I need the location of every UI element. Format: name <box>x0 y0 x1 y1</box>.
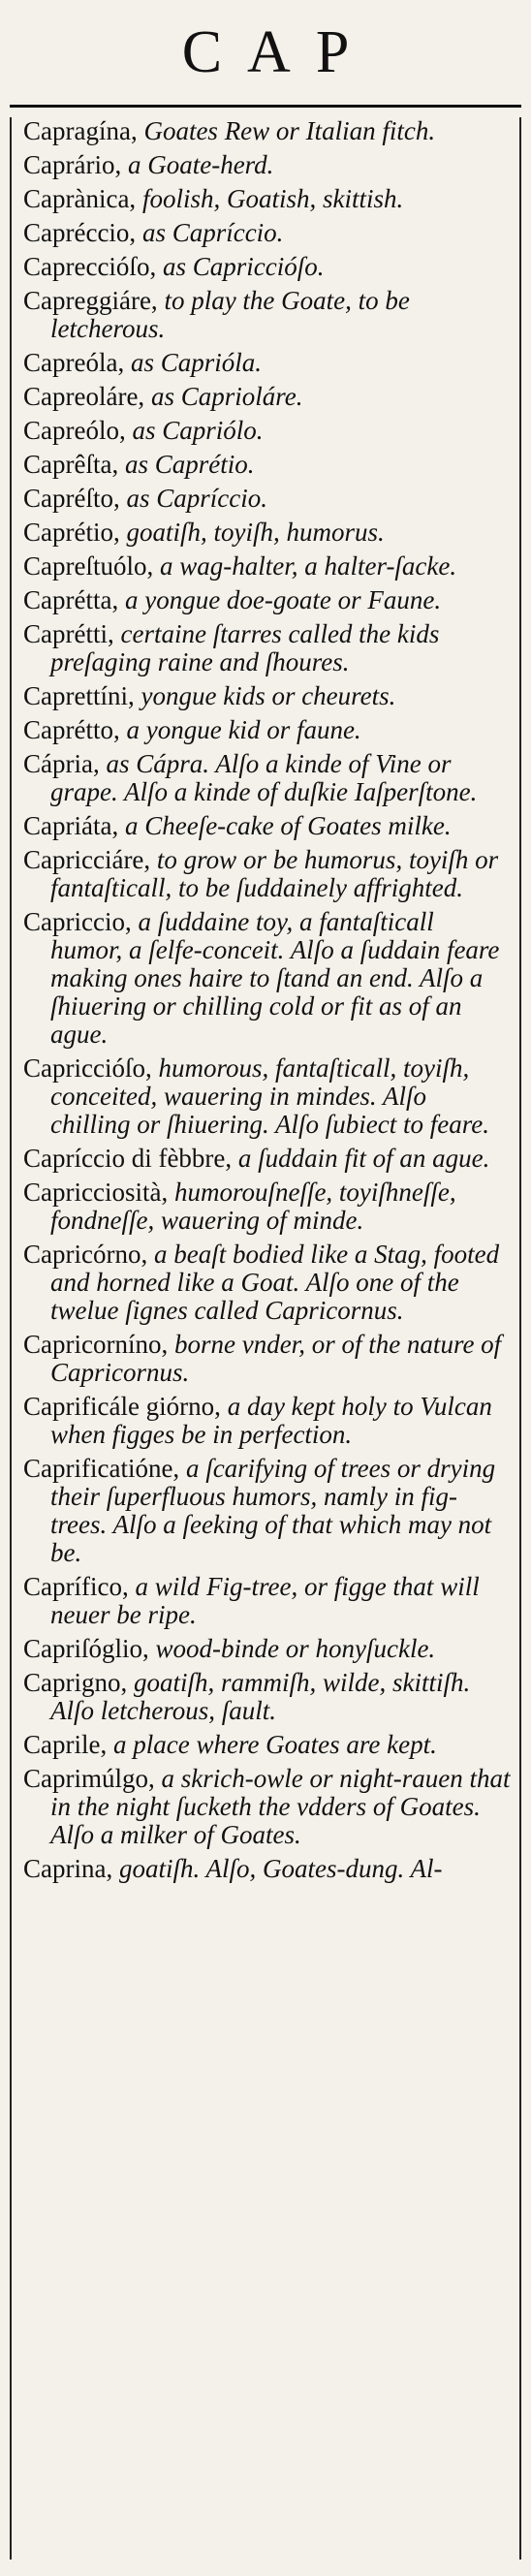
dictionary-entry <box>23 682 512 710</box>
entry-definition: a skrich-owle or night-rauen that in the night ſucketh the vdders of Goates. Alſo a milker of Goates. <box>50 1764 511 1849</box>
entry-headword: Capriſóglio, <box>23 1634 149 1663</box>
dictionary-entry <box>23 716 512 744</box>
dictionary-entry <box>23 518 512 547</box>
dictionary-entry <box>23 750 512 806</box>
entry-headword: Caprífico, <box>23 1572 129 1601</box>
dictionary-entry <box>23 1855 512 1883</box>
entry-definition: Goates Rew or Italian fitch. <box>137 117 436 145</box>
entry-definition: a wild Fig-tree, or figge that will neuer be ripe. <box>50 1572 480 1629</box>
dictionary-entry <box>23 1573 512 1629</box>
entry-headword: Capreccióſo, <box>23 252 157 281</box>
entry-definition: a ſcarifying of trees or drying their ſuperfluous humors, namly in fig-trees. Alſo a ſeeking of that which may not be. <box>50 1454 496 1567</box>
dictionary-entry <box>23 451 512 479</box>
dictionary-entry <box>23 117 512 145</box>
dictionary-entry <box>23 908 512 1049</box>
entry-headword: Caprificatióne, <box>23 1454 180 1483</box>
entry-definition: as Caprétio. <box>118 450 255 479</box>
entry-definition: a ſuddain fit of an ague. <box>232 1144 490 1173</box>
entry-headword: Capreóla, <box>23 348 125 377</box>
entry-headword: Capríccio di fèbbre, <box>23 1144 233 1173</box>
entry-headword: Caprile, <box>23 1730 108 1759</box>
entry-headword: Caprétto, <box>23 715 120 744</box>
dictionary-entry <box>23 287 512 343</box>
running-head: CAP <box>181 19 375 85</box>
dictionary-entry <box>23 1145 512 1173</box>
entry-headword: Capriccióſo, <box>23 1053 152 1083</box>
entry-definition: as Capriccióſo. <box>156 252 325 281</box>
dictionary-entry <box>23 1178 512 1235</box>
entry-definition: a wag-halter, a halter-ſacke. <box>153 551 457 581</box>
entry-definition: as Capríccio. <box>119 484 267 513</box>
entry-definition: a ſuddaine toy, a fantaſticall humor, a ſelfe-conceit. Alſo a ſuddain feare making ones haire to ſtand an end. Alſo a ſhiuering or chilling cold or fit as of an ague. <box>50 907 500 1049</box>
entry-definition: a place where Goates are kept. <box>107 1730 437 1759</box>
entry-definition: a day kept holy to Vulcan when figges be in perfection. <box>50 1392 492 1449</box>
dictionary-entry <box>23 253 512 281</box>
entry-definition: to play the Goate, to be letcherous. <box>50 286 410 343</box>
entry-headword: Caprificále giórno, <box>23 1392 221 1421</box>
entry-headword: Caprêſta, <box>23 450 119 479</box>
entry-headword: Caprétio, <box>23 518 120 547</box>
page-header <box>10 0 521 105</box>
entry-headword: Caprétti, <box>23 619 114 648</box>
entry-headword: Capreólo, <box>23 416 126 445</box>
entry-definition: yongue kids or cheurets. <box>134 681 396 710</box>
entry-headword: Capriáta, <box>23 811 119 840</box>
entry-headword: Caprina, <box>23 1854 113 1883</box>
entry-headword: Capricorníno, <box>23 1330 169 1359</box>
entry-headword: Capricórno, <box>23 1240 148 1269</box>
entry-definition: as Capriólo. <box>125 416 264 445</box>
entry-headword: Capricciáre, <box>23 845 151 874</box>
dictionary-entry <box>23 846 512 902</box>
entry-definition: a yongue doe-goate or Faune. <box>118 585 442 614</box>
entry-definition: borne vnder, or of the nature of Capricornus. <box>50 1330 502 1387</box>
dictionary-entry <box>23 417 512 445</box>
dictionary-entry <box>23 1669 512 1725</box>
dictionary-entry <box>23 1765 512 1849</box>
entry-headword: Capreggiáre, <box>23 286 158 315</box>
dictionary-entry <box>23 620 512 676</box>
dictionary-entry <box>23 1054 512 1139</box>
entry-headword: Capreoláre, <box>23 382 145 411</box>
entry-headword: Caprétta, <box>23 585 119 614</box>
dictionary-entry <box>23 383 512 411</box>
entry-headword: Caprigno, <box>23 1668 128 1697</box>
dictionary-entry <box>23 1731 512 1759</box>
entry-headword: Capricciosità, <box>23 1178 169 1207</box>
entry-definition: goatiſh. Alſo, Goates-dung. Al- <box>112 1854 443 1883</box>
dictionary-entry <box>23 185 512 213</box>
dictionary-entry <box>23 586 512 614</box>
entry-definition: certaine ſtarres called the kids preſaging raine and ſhoures. <box>50 619 440 676</box>
entry-definition: as Caprioláre. <box>144 382 303 411</box>
entry-headword: Caprettíni, <box>23 681 135 710</box>
entry-definition: a Goate-herd. <box>121 150 274 179</box>
dictionary-entry <box>23 1455 512 1567</box>
entry-definition: foolish, Goatish, skittish. <box>136 184 404 213</box>
entry-definition: goatiſh, toyiſh, humorus. <box>119 518 385 547</box>
entry-definition: humorous, fantaſticall, toyiſh, conceited, wauering in mindes. Alſo chilling or ſhiuering. Alſo ſubiect to feare. <box>50 1053 489 1139</box>
entry-headword: Cápria, <box>23 749 100 778</box>
entry-definition: as Capríccio. <box>136 218 284 247</box>
dictionary-entry <box>23 485 512 513</box>
dictionary-entry <box>23 552 512 581</box>
entry-headword: Caprário, <box>23 150 122 179</box>
header-rule <box>10 105 521 108</box>
entry-column <box>10 117 521 2560</box>
dictionary-entry <box>23 812 512 840</box>
entry-definition: to grow or be humorus, toyiſh or fantaſticall, to be ſuddainely affrighted. <box>50 845 499 902</box>
entry-definition: as Cápra. Alſo a kinde of Vine or grape. Alſo a kinde of duſkie Iaſperſtone. <box>50 749 478 806</box>
entry-definition: wood-binde or honyſuckle. <box>148 1634 436 1663</box>
entry-definition: goatiſh, rammiſh, wilde, skittiſh. Alſo letcherous, ſault. <box>50 1668 471 1725</box>
dictionary-entry <box>23 151 512 179</box>
entry-definition: a Cheeſe-cake of Goates milke. <box>118 811 452 840</box>
entry-definition: a beaſt bodied like a Stag, footed and horned like a Goat. Alſo one of the twelue ſignes called Capricornus. <box>50 1240 500 1325</box>
entry-headword: Capréccio, <box>23 218 137 247</box>
entry-headword: Capragína, <box>23 117 138 145</box>
entry-definition: humorouſneſſe, toyiſhneſſe, fondneſſe, wauering of minde. <box>50 1178 456 1235</box>
dictionary-entry <box>23 1393 512 1449</box>
entry-headword: Capreſtuólo, <box>23 551 154 581</box>
entry-headword: Caprimúlgo, <box>23 1764 155 1793</box>
entry-definition: a yongue kid or faune. <box>119 715 361 744</box>
dictionary-entry <box>23 219 512 247</box>
entry-headword: Capréſto, <box>23 484 120 513</box>
dictionary-entry <box>23 1331 512 1387</box>
entry-headword: Caprànica, <box>23 184 137 213</box>
entry-definition: as Caprióla. <box>124 348 262 377</box>
entry-headword: Capriccio, <box>23 907 132 936</box>
dictionary-entry <box>23 1241 512 1325</box>
dictionary-entry <box>23 349 512 377</box>
dictionary-entry <box>23 1635 512 1663</box>
